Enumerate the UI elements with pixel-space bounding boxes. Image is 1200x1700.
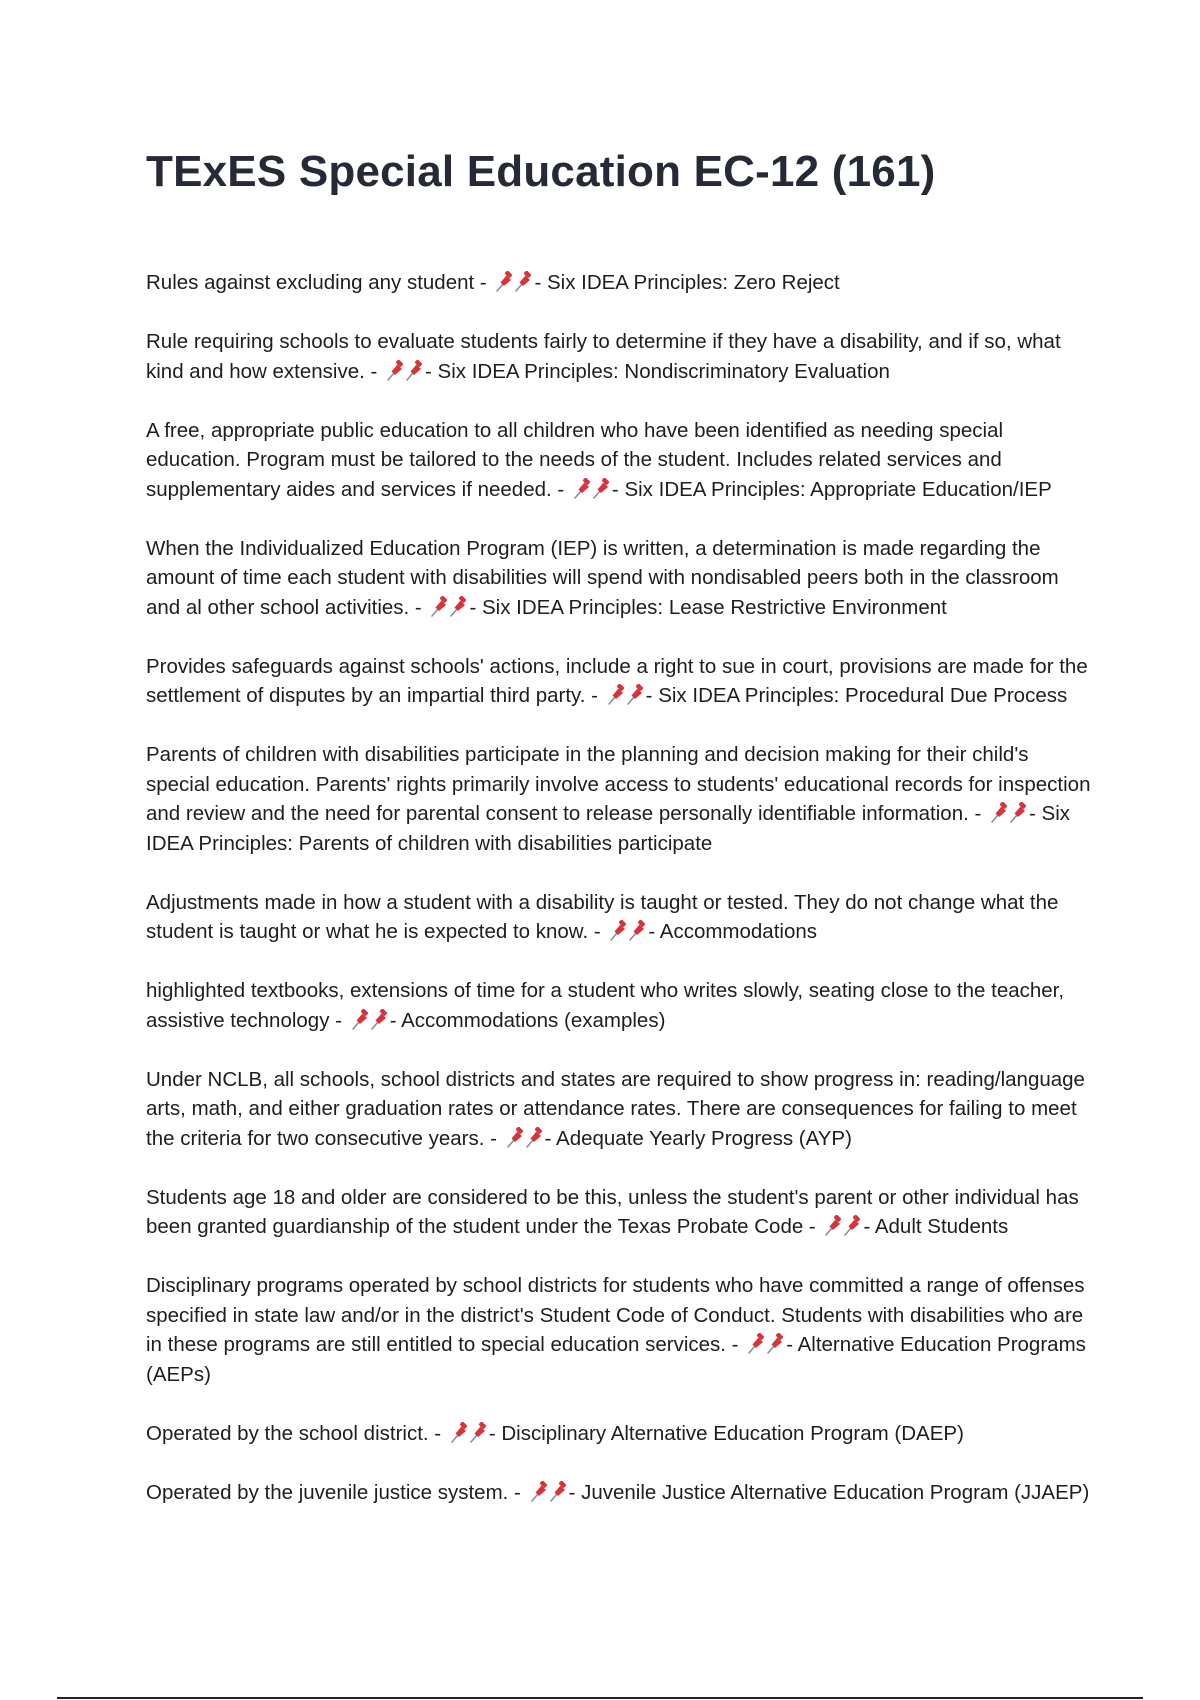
entry-answer: - Six IDEA Principles: Parents of children with disabilities participate bbox=[146, 802, 1071, 855]
flashcard-entry bbox=[146, 976, 1096, 1035]
flashcard-entry bbox=[146, 740, 1096, 858]
flashcard-entry bbox=[146, 652, 1096, 711]
pushpin-icon bbox=[493, 271, 533, 293]
document-title: TExES Special Education EC-12 (161) bbox=[146, 147, 936, 196]
entry-answer: - Adult Students bbox=[863, 1215, 1009, 1238]
flashcard-entry bbox=[146, 1478, 1096, 1508]
entry-term: Adjustments made in how a student with a disability is taught or tested. They do not change what the student is taught or what he is expected to know. - bbox=[146, 890, 1059, 943]
entry-answer: - Adequate Yearly Progress (AYP) bbox=[544, 1126, 852, 1150]
pushpin-icon bbox=[745, 1333, 785, 1355]
entry-term: Rule requiring schools to evaluate students fairly to determine if they have a disability, and if so, what kind and how extensive. - bbox=[146, 330, 1061, 383]
flashcard-entry bbox=[146, 1065, 1096, 1154]
entry-term: Disciplinary programs operated by school districts for students who have committed a range of offenses specified in state law and/or in the district's Student Code of Conduct. Students with disabilities who are in these programs are still entitled to special education services. - bbox=[146, 1274, 1085, 1356]
pushpin-icon bbox=[607, 920, 647, 942]
entry-answer: - Six IDEA Principles: Appropriate Education/IEP bbox=[611, 477, 1052, 501]
pushpin-icon bbox=[384, 360, 424, 382]
document-page bbox=[146, 0, 1096, 1700]
flashcard-entry bbox=[146, 268, 1096, 298]
page-bottom-divider bbox=[57, 1697, 1143, 1699]
flashcard-entry bbox=[146, 534, 1096, 623]
entry-term: A free, appropriate public education to all children who have been identified as needing special education. Program must be tailored to the needs of the student. Includes related services and supplementary aides and services if needed. - bbox=[146, 418, 1004, 501]
pushpin-icon bbox=[822, 1215, 862, 1237]
pushpin-icon bbox=[605, 684, 645, 706]
entry-term: Students age 18 and older are considered to be this, unless the student's parent or other individual has been granted guardianship of the student under the Texas Probate Code - bbox=[146, 1185, 1079, 1238]
flashcard-entry bbox=[146, 1183, 1096, 1242]
pushpin-icon bbox=[988, 802, 1028, 824]
entry-answer: - Juvenile Justice Alternative Education Program (JJAEP) bbox=[568, 1480, 1090, 1504]
entry-term: Rules against excluding any student - bbox=[146, 271, 487, 294]
entry-answer: - Six IDEA Principles: Zero Reject bbox=[534, 271, 840, 294]
entry-answer: - Six IDEA Principles: Procedural Due Process bbox=[645, 684, 1068, 707]
entry-answer: - Accommodations (examples) bbox=[389, 1008, 666, 1032]
pushpin-icon bbox=[528, 1481, 568, 1503]
entry-answer: - Alternative Education Programs (AEPs) bbox=[146, 1333, 1086, 1386]
flashcard-entry bbox=[146, 327, 1096, 386]
entry-answer: - Accommodations bbox=[648, 920, 818, 943]
flashcard-entry bbox=[146, 416, 1096, 505]
entry-term: Provides safeguards against schools' actions, include a right to sue in court, provisions are made for the settlement of disputes by an impartial third party. - bbox=[146, 654, 1088, 707]
flashcard-entry bbox=[146, 1419, 1096, 1449]
entry-term: Operated by the juvenile justice system. - bbox=[146, 1480, 521, 1504]
pushpin-icon bbox=[448, 1422, 488, 1444]
pushpin-icon bbox=[571, 478, 611, 500]
entry-term: When the Individualized Education Program (IEP) is written, a determination is made regarding the amount of time each student with disabilities will spend with nondisabled peers both in the classroom and al other school activities. - bbox=[146, 536, 1059, 619]
entry-term: highlighted textbooks, extensions of time for a student who writes slowly, seating close to the teacher, assistive technology - bbox=[146, 979, 1065, 1032]
entry-answer: - Six IDEA Principles: Nondiscriminatory Evaluation bbox=[425, 359, 890, 383]
flashcard-entry bbox=[146, 888, 1096, 947]
flashcard-list bbox=[146, 268, 1096, 1537]
entry-term: Under NCLB, all schools, school districts and states are required to show progress in: reading/language arts, math, and either graduation rates or attendance rates. There are consequences for failing to meet the criteria for two consecutive years. - bbox=[146, 1067, 1085, 1150]
entry-term: Operated by the school district. - bbox=[146, 1421, 442, 1445]
pushpin-icon bbox=[504, 1127, 544, 1149]
entry-answer: - Six IDEA Principles: Lease Restrictive Environment bbox=[469, 595, 947, 619]
entry-term: Parents of children with disabilities participate in the planning and decision making for their child's special education. Parents' rights primarily involve access to students' educational records for inspection and review and the need for parental consent to release personally identifiable information. - bbox=[146, 743, 1091, 825]
entry-answer: - Disciplinary Alternative Education Program (DAEP) bbox=[488, 1421, 964, 1445]
pushpin-icon bbox=[349, 1009, 389, 1031]
pushpin-icon bbox=[428, 596, 468, 618]
flashcard-entry bbox=[146, 1271, 1096, 1389]
